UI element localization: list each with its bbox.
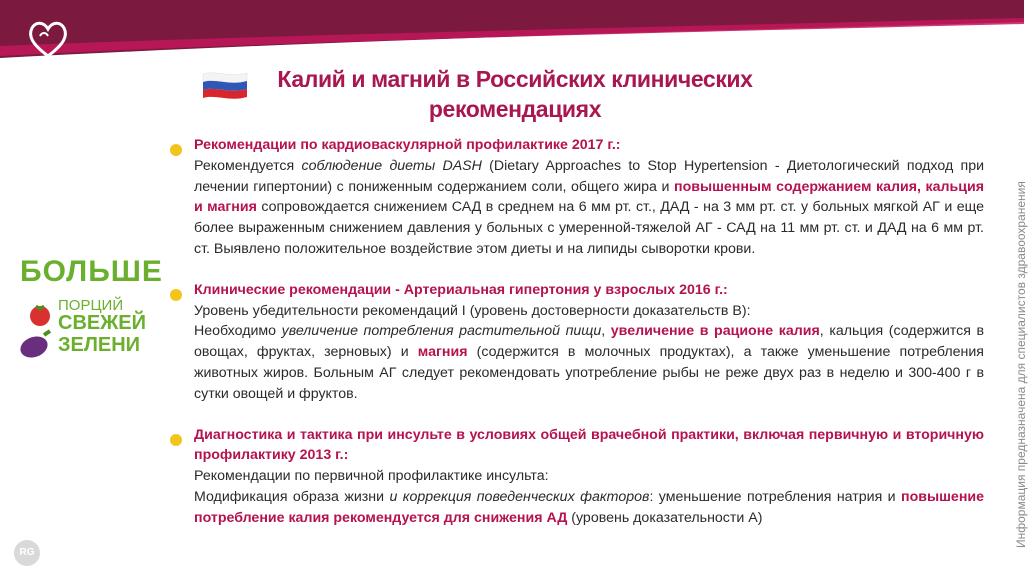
text-run: (уровень доказательности А)	[567, 509, 763, 526]
highlight-text: увеличение в рационе калия	[610, 323, 820, 340]
section-paragraph: Уровень убедительности рекомендаций I (уровень достоверности доказательств В):	[194, 302, 751, 319]
russian-flag-icon	[200, 68, 250, 104]
italic-text: увеличение потребления растительной пищи	[281, 323, 602, 340]
text-run: , кальция (содержится в овощах, фруктах, зерновых) и	[194, 323, 985, 361]
text-run: : уменьшение потребления натрия и	[649, 488, 902, 505]
highlight-text: повышенным содержанием калия, кальция и магния	[194, 178, 984, 216]
eggplant-icon	[18, 327, 54, 361]
logo-word-portsiy: ПОРЦИЙ	[58, 297, 124, 314]
bullet-dot	[170, 434, 182, 446]
campaign-logo	[16, 255, 176, 365]
text-run: ,	[601, 323, 611, 340]
rg-logo-icon: RG	[14, 540, 40, 566]
text-run: Модификация образа жизни	[194, 488, 390, 505]
section-paragraph	[194, 156, 984, 260]
section-stroke-prevention	[168, 425, 984, 529]
section-title: Рекомендации по кардиоваскулярной профилактике 2017 г.:	[194, 137, 621, 153]
section-paragraph: Рекомендации по первичной профилактике инсульта:	[194, 468, 549, 485]
text-run: (содержится в молочных продуктах), а также уменьшение потребления животных жиров. Больным АГ следует рекомендовать употребление рыбы не реже двух раз в неделю и 300-400 г в сутки овощей и фруктов.	[194, 344, 984, 402]
content-area	[168, 135, 984, 549]
heart-logo-icon	[22, 12, 74, 64]
italic-text: и коррекция поведенческих факторов	[389, 488, 650, 505]
logo-word-bolshe: БОЛЬШЕ	[20, 255, 163, 288]
text-run: Рекомендуется	[194, 157, 302, 174]
highlight-text: повышение потребление калия рекомендуется для снижения АД	[194, 488, 985, 526]
tomato-icon	[26, 299, 54, 329]
text-run: сопровождается снижением САД в среднем на 6 мм рт. ст., ДАД - на 3 мм рт. ст. у больных мягкой АГ и еще более выраженным снижением давления у больных с умеренной-тяжелой АГ - САД на 11 мм рт. ст. и ДАД на 6 мм рт. ст. Выявлено положительное воздействие этом диеты и на липиды сыворотки крови.	[194, 199, 985, 257]
section-title: Клинические рекомендации - Артериальная гипертония у взрослых 2016 г.:	[194, 281, 728, 298]
page-title	[250, 64, 780, 124]
logo-word-svezhey: СВЕЖЕЙ	[58, 312, 147, 334]
section-paragraph	[194, 321, 984, 404]
section-hypertension-guidelines	[168, 280, 984, 405]
logo-word-zeleni: ЗЕЛЕНИ	[58, 334, 141, 356]
section-paragraph	[194, 487, 984, 529]
bullet-dot	[170, 144, 182, 156]
title-line-1: Калий и магний в Российских клинических	[277, 66, 753, 92]
section-title: Диагностика и тактика при инсульте в условиях общей врачебной практики, включая первичную и вторичную профилактику 2013 г.:	[194, 426, 984, 464]
header-band	[0, 0, 1024, 70]
italic-text: соблюдение диеты DASH	[301, 157, 482, 174]
text-run: Необходимо	[194, 323, 282, 340]
highlight-text: магния	[417, 344, 468, 361]
title-line-2: рекомендациях	[428, 96, 602, 122]
bullet-dot	[170, 289, 182, 301]
section-cardio-prevention	[168, 135, 984, 260]
text-run: (Dietary Approaches to Stop Hypertension - Диетологический подход при лечении гипертонии) с пониженным содержанием соли, общего жира и	[194, 157, 985, 195]
disclaimer-vertical: Информация предназначена для специалистов здравоохранения	[1014, 181, 1028, 548]
